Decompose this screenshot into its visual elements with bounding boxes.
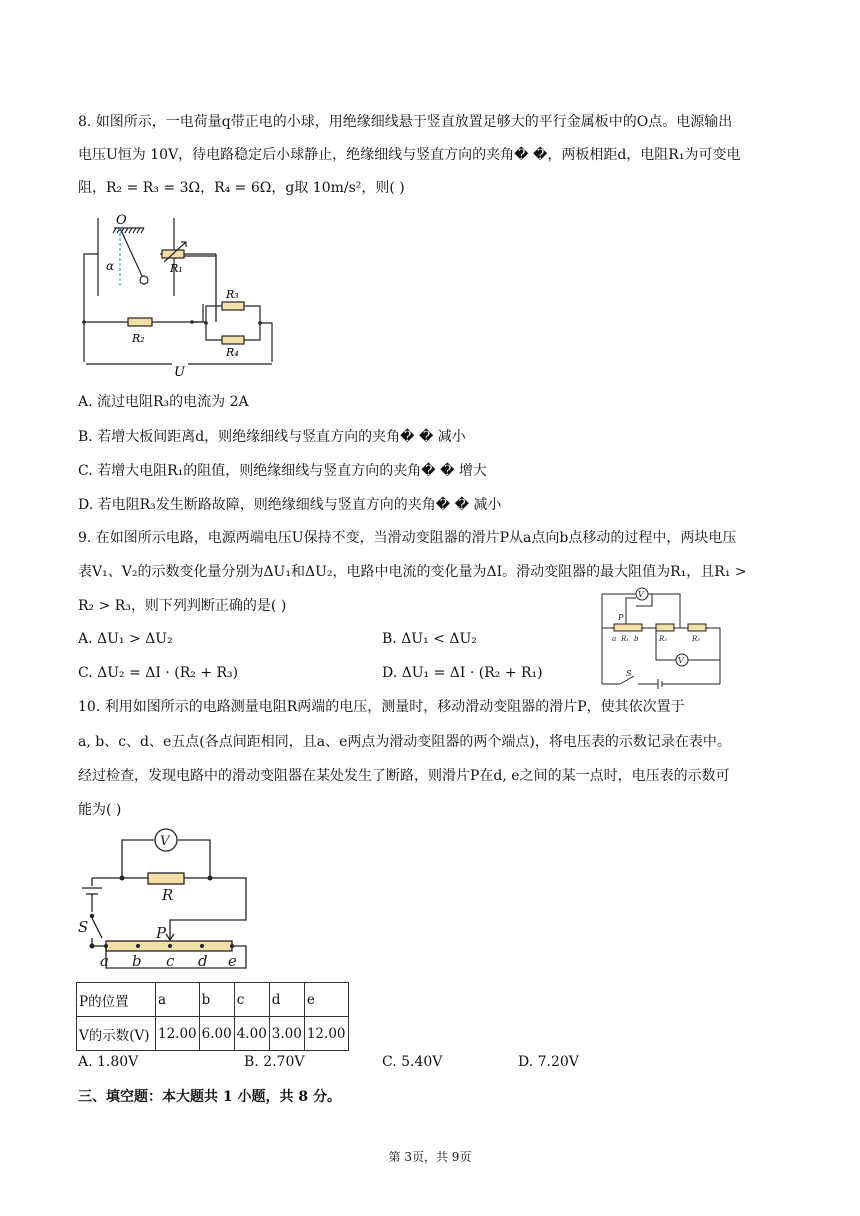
q9-label-b: b bbox=[634, 635, 639, 643]
table-cell: 3.00 bbox=[269, 1017, 304, 1051]
q10-label-a: a bbox=[100, 952, 109, 970]
table-row bbox=[77, 1017, 349, 1051]
table-cell: V的示数(V) bbox=[77, 1017, 156, 1051]
q9-text-line-3: R₂ > R₃，则下列判断正确的是( ) bbox=[78, 598, 287, 614]
table-cell: 4.00 bbox=[234, 1017, 269, 1051]
table-cell: d bbox=[269, 983, 304, 1017]
q10-option-d: D. 7.20V bbox=[518, 1054, 579, 1070]
q8-text-line-1: 8. 如图所示，一电荷量q带正电的小球，用绝缘细线悬于竖直放置足够大的平行金属板中的O点。电源输出 bbox=[78, 114, 733, 130]
table-cell: 6.00 bbox=[199, 1017, 234, 1051]
q9-label-v2: V bbox=[678, 656, 684, 665]
table-cell: b bbox=[199, 983, 234, 1017]
q8-option-a: A. 流过电阻R₃的电流为 2A bbox=[78, 394, 249, 410]
q10-circuit-figure bbox=[76, 826, 266, 976]
q9-option-b: B. ΔU₁ < ΔU₂ bbox=[382, 631, 477, 647]
q8-text-line-3: 阻，R₂ = R₃ = 3Ω，R₄ = 6Ω，g取 10m/s²，则( ) bbox=[78, 180, 405, 196]
table-cell: 12.00 bbox=[304, 1017, 348, 1051]
q8-label-r4: R₄ bbox=[226, 346, 239, 359]
table-cell: e bbox=[304, 983, 348, 1017]
q10-option-a: A. 1.80V bbox=[78, 1054, 139, 1070]
q10-label-e: e bbox=[228, 952, 237, 970]
table-cell: c bbox=[234, 983, 269, 1017]
q9-label-s: S bbox=[626, 669, 632, 678]
q10-text-line-1: 10. 利用如图所示的电路测量电阻R两端的电压，测量时，移动滑动变阻器的滑片P，使其依次置于 bbox=[78, 699, 685, 715]
q10-label-c: c bbox=[166, 952, 175, 970]
q10-label-p: P bbox=[156, 924, 167, 942]
q10-text-line-4: 能为( ) bbox=[78, 802, 122, 818]
q8-label-u: U bbox=[174, 365, 185, 380]
q9-circuit-figure bbox=[596, 584, 730, 692]
q8-option-b: B. 若增大板间距离d，则绝缘细线与竖直方向的夹角� � 减小 bbox=[78, 429, 466, 445]
q9-label-r3: R₃ bbox=[692, 635, 701, 643]
q10-label-v: V bbox=[160, 834, 170, 849]
q8-label-alpha: α bbox=[106, 259, 115, 273]
q10-text-line-2: a, b、c、d、e五点(各点间距相同，且a、e两点为滑动变阻器的两个端点)，将电压表的示数记录在表中。 bbox=[78, 734, 731, 750]
q9-label-a: a bbox=[612, 635, 617, 643]
q10-label-b: b bbox=[132, 952, 142, 970]
q8-resistor-r3 bbox=[222, 302, 244, 310]
q10-label-d: d bbox=[198, 952, 208, 970]
table-row bbox=[77, 983, 349, 1017]
q9-resistor-r2 bbox=[656, 624, 674, 631]
q10-resistor-r bbox=[148, 873, 184, 884]
section-heading-fill-in: 三、填空题：本大题共 1 小题，共 8 分。 bbox=[78, 1089, 341, 1105]
table-cell: 12.00 bbox=[156, 1017, 200, 1051]
q8-text-line-2: 电压U恒为 10V，待电路稳定后小球静止，绝缘细线与竖直方向的夹角� �，两板相距d，电阻R₁为可变电 bbox=[78, 147, 741, 163]
q8-option-d: D. 若电阻R₃发生断路故障，则绝缘细线与竖直方向的夹角� � 减小 bbox=[78, 497, 502, 513]
q9-option-c: C. ΔU₂ = ΔI · (R₂ + R₃) bbox=[78, 665, 239, 681]
q9-rheostat-r1 bbox=[614, 624, 642, 631]
q10-option-c: C. 5.40V bbox=[382, 1054, 443, 1070]
page-footer: 第 3页，共 9页 bbox=[388, 1150, 472, 1164]
q9-label-v1: V bbox=[638, 590, 644, 599]
q8-ball bbox=[140, 276, 148, 284]
q9-text-line-1: 9. 在如图所示电路，电源两端电压U保持不变，当滑动变阻器的滑片P从a点向b点移动的过程中，两块电压 bbox=[78, 530, 737, 546]
q9-label-r1: R₁ bbox=[621, 635, 630, 643]
q10-text-line-3: 经过检查，发现电路中的滑动变阻器在某处发生了断路，则滑片P在d, e之间的某一点时，电压表的示数可 bbox=[78, 768, 730, 784]
q10-data-table bbox=[76, 982, 349, 1051]
q8-thread bbox=[120, 228, 142, 276]
q8-resistor-r4 bbox=[222, 336, 244, 344]
q8-label-r3: R₃ bbox=[226, 288, 239, 301]
q8-circuit-figure bbox=[76, 210, 286, 380]
q9-option-d: D. ΔU₁ = ΔI · (R₂ + R₁) bbox=[382, 665, 543, 681]
q10-label-r: R bbox=[162, 886, 174, 904]
q9-resistor-r3 bbox=[688, 624, 706, 631]
q10-label-s: S bbox=[78, 918, 89, 936]
q9-option-a: A. ΔU₁ > ΔU₂ bbox=[78, 631, 173, 647]
q9-label-p: P bbox=[618, 613, 624, 622]
q8-label-o: O bbox=[116, 213, 127, 228]
table-cell: a bbox=[156, 983, 200, 1017]
q8-option-c: C. 若增大电阻R₁的阻值，则绝缘细线与竖直方向的夹角� � 增大 bbox=[78, 463, 487, 479]
q9-text-line-2: 表V₁、V₂的示数变化量分别为ΔU₁和ΔU₂，电路中电流的变化量为ΔI。滑动变阻器的最大阻值为R₁，且R₁ > bbox=[78, 564, 747, 580]
q8-resistor-r2 bbox=[128, 318, 152, 326]
q10-option-b: B. 2.70V bbox=[244, 1054, 305, 1070]
table-cell: P的位置 bbox=[77, 983, 156, 1017]
q9-label-r2: R₂ bbox=[659, 635, 668, 643]
q8-label-r1: R₁ bbox=[170, 262, 183, 275]
q8-label-r2: R₂ bbox=[132, 332, 145, 345]
